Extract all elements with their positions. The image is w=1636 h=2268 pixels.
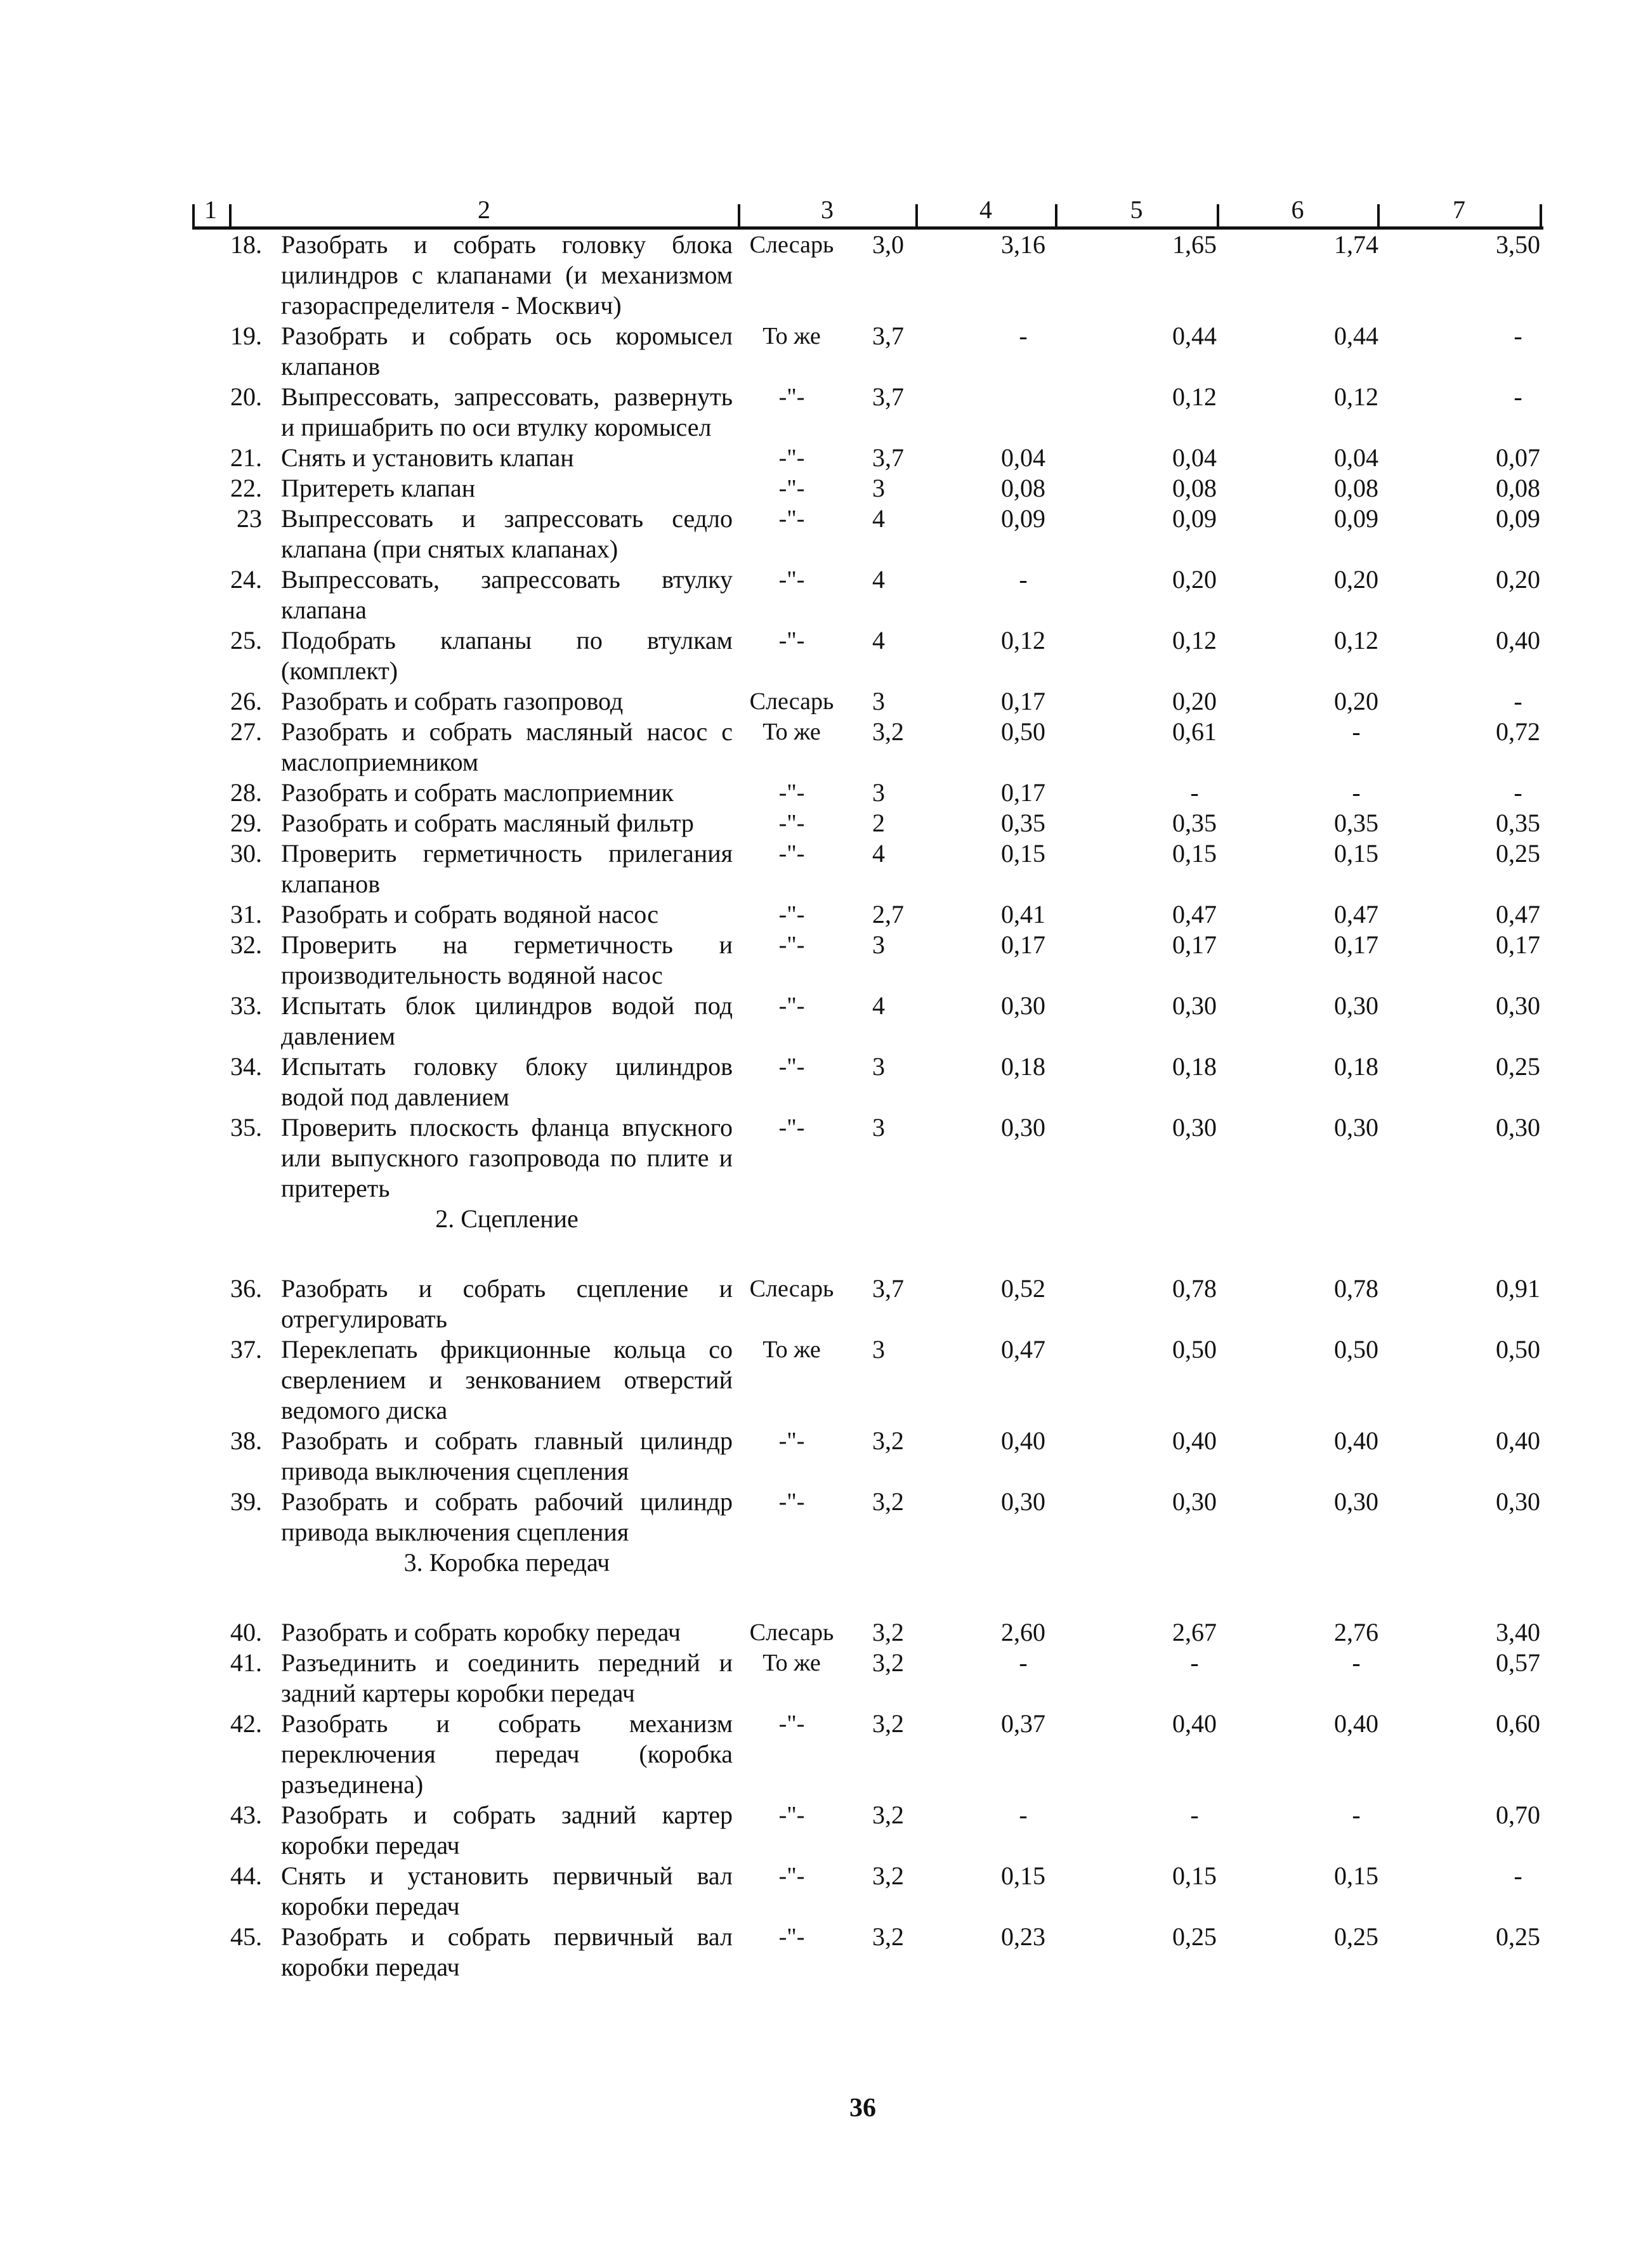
row-operation-text: Разобрать и собрать газопровод <box>281 687 624 715</box>
row-grade: 3,7 <box>872 382 904 411</box>
row-number: 25. <box>230 626 262 655</box>
row-value-col-5: - <box>1190 1648 1199 1677</box>
rows-group-engine <box>192 230 1543 1204</box>
row-operation-text: Испытать блок цилиндров водой под давлением <box>281 991 733 1050</box>
table-row <box>192 1648 1543 1709</box>
row-value-col-7: 0,25 <box>1496 1052 1540 1081</box>
row-value-col-4: 0,41 <box>1001 900 1045 929</box>
row-performer: -"- <box>778 566 805 593</box>
header-divider <box>1540 204 1542 230</box>
header-col-7: 7 <box>1453 195 1465 224</box>
row-performer: -"- <box>778 1053 805 1080</box>
row-value-col-7: 0,72 <box>1496 717 1540 746</box>
row-number: 31. <box>230 900 262 929</box>
table-row <box>192 778 1543 808</box>
row-operation-text: Снять и установить первичный вал коробки передач <box>281 1861 733 1920</box>
row-number: 34. <box>230 1052 262 1081</box>
row-value-col-6: 0,15 <box>1334 839 1378 868</box>
row-value-col-7: 0,30 <box>1496 1113 1540 1142</box>
row-value-col-5: 0,12 <box>1172 382 1217 411</box>
table-row <box>192 382 1543 443</box>
row-value-col-6: 0,40 <box>1334 1426 1378 1455</box>
row-operation-text: Выпрессовать, запрессовать, развернуть и пришабрить по оси втулку коромысел <box>281 382 733 441</box>
row-performer: -"- <box>778 1863 805 1889</box>
row-value-col-6: 0,09 <box>1334 504 1378 533</box>
row-grade: 3 <box>872 687 885 715</box>
row-performer: -"- <box>778 901 805 928</box>
row-value-col-5: 0,50 <box>1172 1335 1217 1364</box>
row-number: 43. <box>230 1801 262 1829</box>
table-body <box>192 230 1543 1983</box>
row-performer: -"- <box>778 932 805 958</box>
table-row <box>192 1922 1543 1983</box>
row-value-col-5: - <box>1190 1801 1199 1829</box>
row-operation-text: Разобрать и собрать головку блока цилиндров с клапанами (и механизмом газораспределителя - Москвич) <box>281 230 733 320</box>
row-value-col-7: 0,91 <box>1496 1274 1540 1303</box>
row-value-col-7: 0,08 <box>1496 474 1540 502</box>
row-value-col-4: 0,17 <box>1001 930 1045 959</box>
table-row <box>192 564 1543 625</box>
table-row <box>192 1487 1543 1548</box>
row-value-col-4: 0,17 <box>1001 778 1045 807</box>
row-operation-text: Разобрать и собрать коробку передач <box>281 1618 681 1646</box>
row-value-col-6: 0,12 <box>1334 626 1378 655</box>
row-grade: 3,2 <box>872 1861 904 1890</box>
row-value-col-7: 0,47 <box>1496 900 1540 929</box>
row-operation-text: Разобрать и собрать масляный насос с маслоприемником <box>281 717 733 776</box>
row-value-col-7: 0,20 <box>1496 565 1540 594</box>
row-value-col-4: 0,50 <box>1001 717 1045 746</box>
row-number: 39. <box>230 1487 262 1516</box>
row-performer: -"- <box>778 1489 805 1515</box>
row-grade: 3,0 <box>872 230 904 259</box>
row-value-col-5: 0,15 <box>1172 839 1217 868</box>
row-performer: -"- <box>778 810 805 837</box>
section-heading-gearbox: 3. Коробка передач <box>403 1548 610 1577</box>
row-performer: -"- <box>778 627 805 654</box>
row-operation-text: Разобрать и собрать главный цилиндр привода выключения сцепления <box>281 1426 733 1485</box>
row-performer: -"- <box>778 445 805 471</box>
row-grade: 3,2 <box>872 1709 904 1738</box>
row-performer: -"- <box>778 840 805 867</box>
row-value-col-7: 0,57 <box>1496 1648 1540 1677</box>
row-number: 36. <box>230 1274 262 1303</box>
row-number: 42. <box>230 1709 262 1738</box>
row-value-col-4: 0,47 <box>1001 1335 1045 1364</box>
row-value-col-7: 0,25 <box>1496 839 1540 868</box>
row-value-col-4: 0,17 <box>1001 687 1045 715</box>
row-value-col-7: - <box>1514 382 1522 411</box>
row-value-col-6: 0,04 <box>1334 443 1378 472</box>
row-value-col-6: 0,44 <box>1334 322 1378 350</box>
section-heading-clutch: 2. Сцепление <box>435 1204 579 1233</box>
table-row <box>192 1112 1543 1204</box>
row-value-col-4: 0,40 <box>1001 1426 1045 1455</box>
row-number: 29. <box>230 809 262 837</box>
row-grade: 3 <box>872 778 885 807</box>
row-value-col-6: - <box>1352 717 1361 746</box>
row-value-col-7: 3,50 <box>1496 230 1540 259</box>
row-operation-text: Разобрать и собрать маслоприемник <box>281 778 674 807</box>
row-value-col-6: 0,40 <box>1334 1709 1378 1738</box>
row-value-col-6: 0,30 <box>1334 1487 1378 1516</box>
row-value-col-7: 0,09 <box>1496 504 1540 533</box>
row-operation-text: Разобрать и собрать рабочий цилиндр привода выключения сцепления <box>281 1487 733 1546</box>
row-value-col-4: 0,30 <box>1001 1487 1045 1516</box>
row-grade: 3 <box>872 474 885 502</box>
row-value-col-4: 2,60 <box>1001 1618 1045 1646</box>
table-row <box>192 230 1543 321</box>
row-performer: -"- <box>778 779 805 806</box>
row-value-col-4: 0,15 <box>1001 1861 1045 1890</box>
row-value-col-6: 0,50 <box>1334 1335 1378 1364</box>
row-value-col-5: 0,30 <box>1172 1487 1217 1516</box>
row-performer: То же <box>762 323 821 349</box>
row-value-col-6: 0,47 <box>1334 900 1378 929</box>
row-operation-text: Выпрессовать и запрессовать седло клапана (при снятых клапанах) <box>281 504 733 563</box>
row-value-col-6: 2,76 <box>1334 1618 1378 1646</box>
row-value-col-6: 0,30 <box>1334 1113 1378 1142</box>
table-row <box>192 1800 1543 1861</box>
row-grade: 3,2 <box>872 1487 904 1516</box>
row-operation-text: Разобрать и собрать ось коромысел клапанов <box>281 322 733 381</box>
table-row <box>192 1861 1543 1922</box>
row-operation-text: Притереть клапан <box>281 474 476 502</box>
row-value-col-5: 0,40 <box>1172 1709 1217 1738</box>
row-grade: 3 <box>872 1052 885 1081</box>
row-value-col-7: 0,25 <box>1496 1922 1540 1951</box>
row-grade: 4 <box>872 626 885 655</box>
row-operation-text: Разобрать и собрать задний картер коробки передач <box>281 1801 733 1860</box>
row-operation-text: Разобрать и собрать механизм переключения передач (коробка разъединена) <box>281 1709 733 1799</box>
row-number: 18. <box>230 230 262 259</box>
row-value-col-6: 0,18 <box>1334 1052 1378 1081</box>
row-value-col-4: 0,35 <box>1001 809 1045 837</box>
row-value-col-4: 0,23 <box>1001 1922 1045 1951</box>
row-number: 26. <box>230 687 262 715</box>
row-performer: -"- <box>778 1802 805 1828</box>
row-grade: 3 <box>872 1113 885 1142</box>
row-performer: -"- <box>778 384 805 410</box>
row-number: 41. <box>230 1648 262 1677</box>
table-row <box>192 1426 1543 1487</box>
row-operation-text: Проверить герметичность прилегания клапанов <box>281 839 733 898</box>
row-value-col-7: 3,40 <box>1496 1618 1540 1646</box>
table-row <box>192 717 1543 778</box>
row-number: 23 <box>237 504 262 533</box>
row-operation-text: Снять и установить клапан <box>281 443 574 472</box>
row-grade: 4 <box>872 565 885 594</box>
row-operation-text: Испытать головку блоку цилиндров водой под давлением <box>281 1052 733 1111</box>
work-norms-table <box>192 193 1543 1983</box>
row-value-col-4: 0,12 <box>1001 626 1045 655</box>
row-value-col-6: 0,20 <box>1334 687 1378 715</box>
row-performer: Слесарь <box>749 231 834 258</box>
row-number: 35. <box>230 1113 262 1142</box>
row-value-col-6: 0,30 <box>1334 991 1378 1020</box>
table-header <box>192 193 1543 230</box>
row-performer: Слесарь <box>749 1275 834 1302</box>
row-value-col-7: 0,30 <box>1496 991 1540 1020</box>
row-operation-text: Разобрать и собрать водяной насос <box>281 900 658 929</box>
row-number: 33. <box>230 991 262 1020</box>
row-performer: То же <box>762 1336 821 1363</box>
table-row <box>192 1274 1543 1334</box>
row-performer: Слесарь <box>749 688 834 715</box>
row-value-col-7: - <box>1514 322 1522 350</box>
row-number: 27. <box>230 717 262 746</box>
row-performer: -"- <box>778 1924 805 1950</box>
row-value-col-4: - <box>1019 322 1028 350</box>
row-value-col-7: 0,50 <box>1496 1335 1540 1364</box>
row-value-col-4: 0,37 <box>1001 1709 1045 1738</box>
row-value-col-5: - <box>1190 778 1199 807</box>
table-row <box>192 625 1543 686</box>
row-value-col-4: 0,08 <box>1001 474 1045 502</box>
table-row <box>192 1709 1543 1800</box>
page-number: 36 <box>849 2094 876 2123</box>
row-performer: -"- <box>778 1428 805 1454</box>
row-value-col-4: - <box>1019 565 1028 594</box>
row-operation-text: Проверить плоскость фланца впускного или выпускного газопровода по плите и притереть <box>281 1113 733 1202</box>
row-operation-text: Проверить на герметичность и производительность водяной насос <box>281 930 733 989</box>
row-value-col-6: 1,74 <box>1334 230 1378 259</box>
row-value-col-5: 0,20 <box>1172 687 1217 715</box>
row-value-col-6: 0,25 <box>1334 1922 1378 1951</box>
row-performer: То же <box>762 1650 821 1676</box>
row-number: 32. <box>230 930 262 959</box>
row-grade: 3,2 <box>872 1801 904 1829</box>
row-performer: -"- <box>778 993 805 1019</box>
table-row <box>192 899 1543 930</box>
row-operation-text: Разобрать и собрать первичный вал коробки передач <box>281 1922 733 1981</box>
table-row <box>192 443 1543 473</box>
row-value-col-5: 0,08 <box>1172 474 1217 502</box>
row-grade: 3,7 <box>872 443 904 472</box>
row-performer: -"- <box>778 475 805 502</box>
row-value-col-5: 0,40 <box>1172 1426 1217 1455</box>
row-value-col-5: 0,61 <box>1172 717 1217 746</box>
table-row <box>192 808 1543 838</box>
table-row <box>192 1617 1543 1648</box>
row-number: 20. <box>230 382 262 411</box>
row-grade: 2 <box>872 809 885 837</box>
table-row <box>192 686 1543 717</box>
row-value-col-5: 0,04 <box>1172 443 1217 472</box>
table-row <box>192 838 1543 899</box>
row-grade: 3 <box>872 930 885 959</box>
row-value-col-5: 0,15 <box>1172 1861 1217 1890</box>
row-value-col-6: - <box>1352 1801 1361 1829</box>
table-row <box>192 1052 1543 1112</box>
row-grade: 3,7 <box>872 322 904 350</box>
table-row <box>192 991 1543 1052</box>
row-value-col-4: 3,16 <box>1001 230 1045 259</box>
row-number: 30. <box>230 839 262 868</box>
row-performer: Слесарь <box>749 1619 834 1646</box>
row-value-col-5: 1,65 <box>1172 230 1217 259</box>
table-row <box>192 321 1543 382</box>
row-operation-text: Выпрессовать, запрессовать втулку клапана <box>281 565 733 624</box>
header-col-2: 2 <box>478 195 490 224</box>
row-value-col-7: 0,40 <box>1496 1426 1540 1455</box>
row-value-col-4: 0,15 <box>1001 839 1045 868</box>
row-performer: -"- <box>778 1711 805 1737</box>
row-value-col-7: - <box>1514 778 1522 807</box>
row-value-col-4: 0,30 <box>1001 991 1045 1020</box>
table-row <box>192 1334 1543 1426</box>
row-value-col-5: 0,30 <box>1172 991 1217 1020</box>
row-operation-text: Разобрать и собрать сцепление и отрегулировать <box>281 1274 733 1333</box>
row-grade: 4 <box>872 991 885 1020</box>
row-value-col-5: 2,67 <box>1172 1618 1217 1646</box>
row-value-col-7: 0,35 <box>1496 809 1540 837</box>
row-operation-text: Подобрать клапаны по втулкам (комплект) <box>281 626 733 685</box>
row-grade: 3,2 <box>872 1618 904 1646</box>
row-value-col-7: 0,07 <box>1496 443 1540 472</box>
row-value-col-7: 0,30 <box>1496 1487 1540 1516</box>
row-grade: 3,2 <box>872 717 904 746</box>
row-grade: 3,2 <box>872 1922 904 1951</box>
rows-group-gearbox <box>192 1617 1543 1983</box>
header-col-5: 5 <box>1130 195 1143 224</box>
row-value-col-6: 0,20 <box>1334 565 1378 594</box>
row-value-col-6: - <box>1352 778 1361 807</box>
row-value-col-5: 0,30 <box>1172 1113 1217 1142</box>
row-value-col-5: 0,44 <box>1172 322 1217 350</box>
row-value-col-5: 0,17 <box>1172 930 1217 959</box>
row-number: 21. <box>230 443 262 472</box>
row-number: 28. <box>230 778 262 807</box>
row-value-col-5: 0,20 <box>1172 565 1217 594</box>
row-performer: -"- <box>778 505 805 532</box>
row-value-col-6: - <box>1352 1648 1361 1677</box>
row-number: 24. <box>230 565 262 594</box>
row-grade: 3,7 <box>872 1274 904 1303</box>
row-value-col-6: 0,12 <box>1334 382 1378 411</box>
row-number: 44. <box>230 1861 262 1890</box>
row-value-col-5: 0,78 <box>1172 1274 1217 1303</box>
row-value-col-5: 0,35 <box>1172 809 1217 837</box>
row-value-col-5: 0,25 <box>1172 1922 1217 1951</box>
header-col-6: 6 <box>1291 195 1304 224</box>
row-value-col-4: 0,52 <box>1001 1274 1045 1303</box>
row-value-col-7: - <box>1514 1861 1522 1890</box>
row-number: 37. <box>230 1335 262 1364</box>
row-value-col-5: 0,18 <box>1172 1052 1217 1081</box>
row-grade: 3,2 <box>872 1648 904 1677</box>
row-performer: То же <box>762 719 821 745</box>
row-value-col-4: 0,18 <box>1001 1052 1045 1081</box>
header-col-4: 4 <box>979 195 992 224</box>
table-row <box>192 930 1543 991</box>
row-value-col-4: 0,30 <box>1001 1113 1045 1142</box>
rows-group-clutch <box>192 1274 1543 1548</box>
table-row <box>192 473 1543 504</box>
row-grade: 3,2 <box>872 1426 904 1455</box>
row-value-col-7: 0,40 <box>1496 626 1540 655</box>
row-value-col-6: 0,08 <box>1334 474 1378 502</box>
row-value-col-5: 0,47 <box>1172 900 1217 929</box>
row-value-col-6: 0,78 <box>1334 1274 1378 1303</box>
row-operation-text: Разъединить и соединить передний и задний картеры коробки передач <box>281 1648 733 1707</box>
row-value-col-6: 0,17 <box>1334 930 1378 959</box>
row-number: 19. <box>230 322 262 350</box>
row-value-col-4: 0,04 <box>1001 443 1045 472</box>
row-value-col-4: - <box>1019 1648 1028 1677</box>
table-row <box>192 504 1543 564</box>
row-number: 38. <box>230 1426 262 1455</box>
row-number: 45. <box>230 1922 262 1951</box>
row-operation-text: Переклепать фрикционные кольца со сверлением и зенкованием отверстий ведомого диска <box>281 1335 733 1424</box>
row-value-col-5: 0,09 <box>1172 504 1217 533</box>
row-operation-text: Разобрать и собрать масляный фильтр <box>281 809 694 837</box>
row-value-col-6: 0,35 <box>1334 809 1378 837</box>
row-value-col-4: 0,09 <box>1001 504 1045 533</box>
header-col-1: 1 <box>204 195 217 224</box>
row-grade: 4 <box>872 504 885 533</box>
row-value-col-7: 0,70 <box>1496 1801 1540 1829</box>
row-number: 22. <box>230 474 262 502</box>
row-grade: 2,7 <box>872 900 904 929</box>
row-value-col-5: 0,12 <box>1172 626 1217 655</box>
row-value-col-7: 0,17 <box>1496 930 1540 959</box>
row-performer: -"- <box>778 1114 805 1141</box>
row-grade: 3 <box>872 1335 885 1364</box>
row-number: 40. <box>230 1618 262 1646</box>
row-grade: 4 <box>872 839 885 868</box>
row-value-col-7: - <box>1514 687 1522 715</box>
row-value-col-7: 0,60 <box>1496 1709 1540 1738</box>
header-col-3: 3 <box>821 195 834 224</box>
row-value-col-4: - <box>1019 1801 1028 1829</box>
row-value-col-6: 0,15 <box>1334 1861 1378 1890</box>
